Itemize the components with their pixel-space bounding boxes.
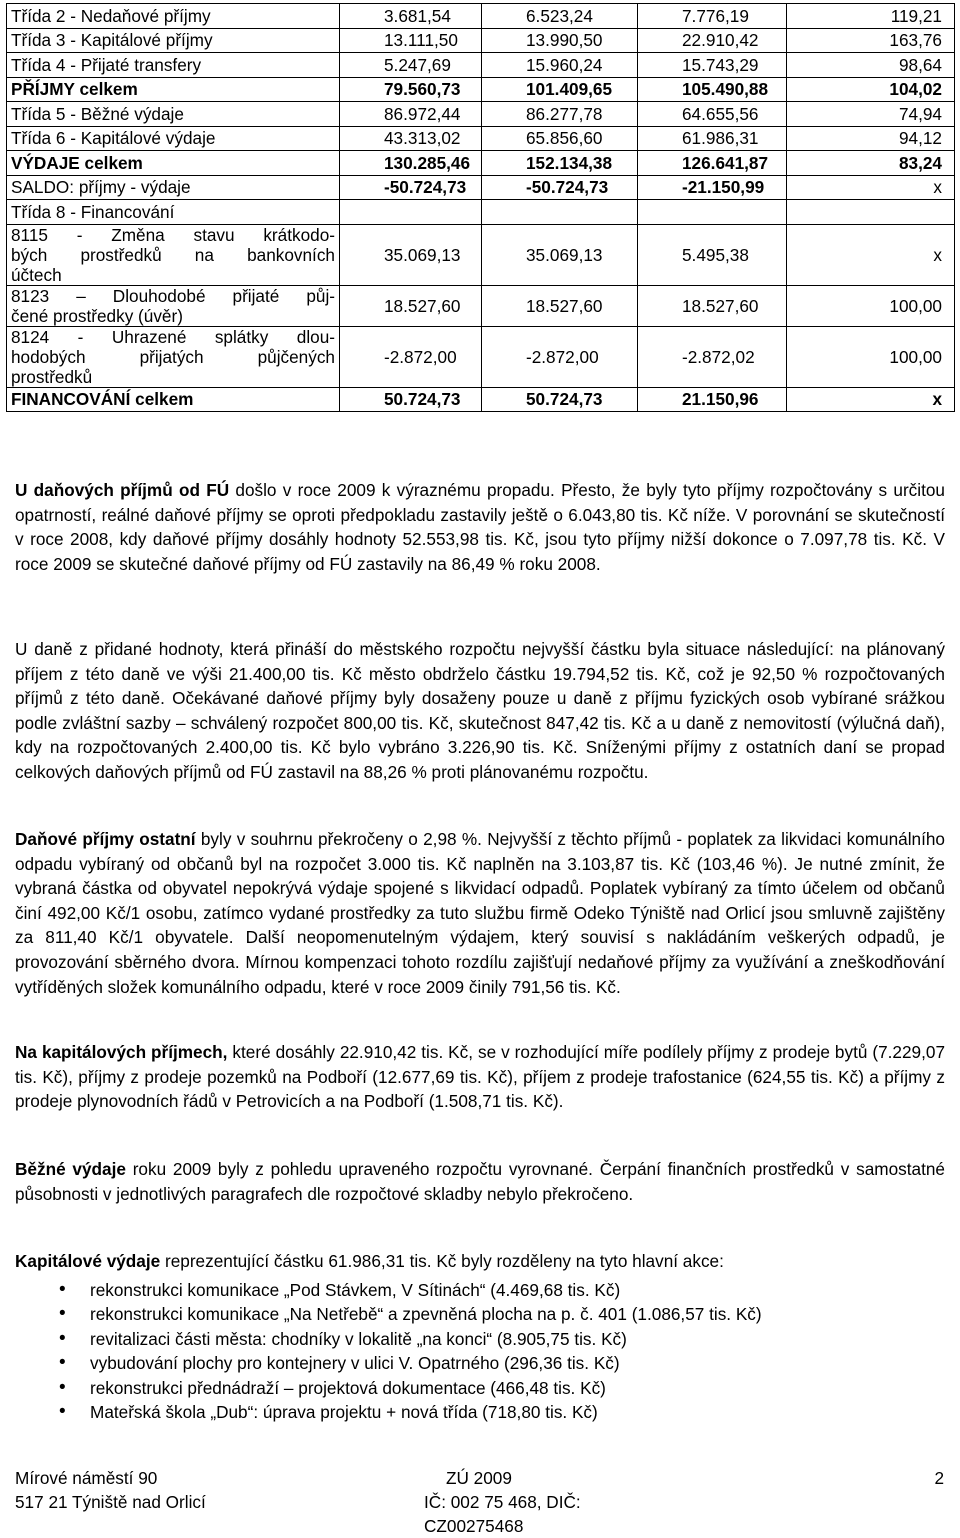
value-approved: -2.872,00 xyxy=(340,326,482,387)
footer-ids: IČ: 002 75 468, DIČ: CZ00275468 xyxy=(424,1492,581,1536)
row-label: Třída 4 - Přijaté transfery xyxy=(7,53,340,78)
value-percent: 119,21 xyxy=(787,4,955,29)
row-label-line: účtech xyxy=(11,264,62,285)
row-label: Třída 2 - Nedaňové příjmy xyxy=(7,4,340,29)
value-approved: -50.724,73 xyxy=(340,175,482,200)
paragraph-lead: Na kapitálových příjmech, xyxy=(15,1042,228,1062)
value-adjusted: 50.724,73 xyxy=(482,387,638,412)
value-percent: x xyxy=(787,224,955,285)
row-label xyxy=(7,326,340,387)
value-actual: 64.655,56 xyxy=(638,102,787,127)
row-label-line: bých prostředků na bankovních xyxy=(11,244,335,265)
value-actual: -2.872,02 xyxy=(638,326,787,387)
paragraph-capital-revenue xyxy=(15,1040,945,1114)
value-approved: 130.285,46 xyxy=(340,151,482,176)
row-label xyxy=(7,224,340,285)
footer-doc-title: ZÚ 2009 xyxy=(446,1468,512,1488)
value-percent: 104,02 xyxy=(787,77,955,102)
row-label-line: 8124 - Uhrazené splátky dlou- xyxy=(11,326,335,347)
row-label-line: hodobých přijatých půjčených xyxy=(11,346,335,367)
table-row xyxy=(7,200,955,225)
value-percent: x xyxy=(787,387,955,412)
value-adjusted xyxy=(482,200,638,225)
list-item: • revitalizaci části města: chodníky v lokalitě „na konci“ (8.905,75 tis. Kč) xyxy=(15,1327,945,1351)
paragraph-text: byly v souhrnu překročeny o 2,98 %. Nejvyšší z těchto příjmů - poplatek za likvidaci komunálního odpadu vybíraný od občanů byl na rozpočet 3.000 tis. Kč naplněn na 3.103,87 tis. Kč (103,46 %). Je nutné zmínit, že vybraná částka od obyvatel nepokrývá výdaje spojené s likvidací odpadů. Poplatek vybíraný za tímto účelem od občanů činí 492,00 Kč/1 osobu, zatímco vydané prostředky za tuto službu firmě Odeko Týniště nad Orlicí jsou smluvně zajištěny za 811,40 Kč/1 obyvatele. Další neopomenutelným výdajem, který souvisí s nakládáním veškerých odpadů, je provozování sběrného dvora. Mírnou kompenzaci tohoto rozdílu zajišťují nedaňové příjmy za využívání a zneškodňování vytříděných složek komunálního odpadu, které v roce 2009 činily 791,56 tis. Kč. xyxy=(15,829,945,997)
value-actual xyxy=(638,200,787,225)
value-approved: 5.247,69 xyxy=(340,53,482,78)
row-label xyxy=(7,285,340,326)
value-approved: 50.724,73 xyxy=(340,387,482,412)
value-adjusted: 35.069,13 xyxy=(482,224,638,285)
value-actual: 21.150,96 xyxy=(638,387,787,412)
value-adjusted: -50.724,73 xyxy=(482,175,638,200)
paragraph-vat xyxy=(15,637,945,785)
value-percent: 83,24 xyxy=(787,151,955,176)
paragraph-tax-revenue xyxy=(15,478,945,576)
value-approved: 18.527,60 xyxy=(340,285,482,326)
row-label: SALDO: příjmy - výdaje xyxy=(7,175,340,200)
table-row xyxy=(7,53,955,78)
value-percent: 98,64 xyxy=(787,53,955,78)
paragraph-text: roku 2009 byly z pohledu upraveného rozpočtu vyrovnané. Čerpání finančních prostředků v samostatné působnosti v jednotlivých paragrafech dle rozpočtové skladby nebylo překročeno. xyxy=(15,1159,945,1204)
table-row xyxy=(7,77,955,102)
paragraph-capital-expenses xyxy=(15,1249,945,1274)
row-label-line: 8123 – Dlouhodobé přijaté půj- xyxy=(11,285,335,306)
value-percent: x xyxy=(787,175,955,200)
paragraph-lead: Daňové příjmy ostatní xyxy=(15,829,196,849)
row-label-line: 8115 - Změna stavu krátkodo- xyxy=(11,224,335,245)
row-label: VÝDAJE celkem xyxy=(7,151,340,176)
row-label-line: čené prostředky (úvěr) xyxy=(11,305,183,326)
value-actual: 61.986,31 xyxy=(638,126,787,151)
table-row xyxy=(7,285,955,326)
value-approved: 13.111,50 xyxy=(340,28,482,53)
value-adjusted: 6.523,24 xyxy=(482,4,638,29)
table-row xyxy=(7,224,955,285)
table-row xyxy=(7,28,955,53)
capital-projects-list xyxy=(15,1278,945,1424)
row-label-line: prostředků xyxy=(11,366,93,387)
table-row xyxy=(7,175,955,200)
value-percent: 94,12 xyxy=(787,126,955,151)
value-actual: 22.910,42 xyxy=(638,28,787,53)
row-label: Třída 5 - Běžné výdaje xyxy=(7,102,340,127)
row-label: Třída 3 - Kapitálové příjmy xyxy=(7,28,340,53)
value-percent: 163,76 xyxy=(787,28,955,53)
value-approved: 35.069,13 xyxy=(340,224,482,285)
paragraph-text: došlo v roce 2009 k výraznému propadu. Přesto, že byly tyto příjmy rozpočtovány s určitou opatrností, reálné daňové příjmy se oproti předpokladu zastavily ještě o 6.043,80 tis. Kč níže. V porovnání se skutečností v roce 2008, kdy daňové příjmy dosáhly hodnoty 52.553,98 tis. Kč, jsou tyto příjmy nižší dokonce o 7.097,78 tis. Kč. V roce 2009 se skutečné daňové příjmy od FÚ zastavily na 86,49 % roku 2008. xyxy=(15,480,945,574)
value-adjusted: 86.277,78 xyxy=(482,102,638,127)
footer-address xyxy=(15,1466,206,1514)
list-item: • Mateřská škola „Dub“: úprava projektu + nová třída (718,80 tis. Kč) xyxy=(15,1400,945,1424)
value-actual: 126.641,87 xyxy=(638,151,787,176)
table-row xyxy=(7,387,955,412)
table-row xyxy=(7,102,955,127)
paragraph-text: U daně z přidané hodnoty, která přináší do městského rozpočtu nejvyšší částku byla situace následující: na plánovaný příjem z této daně ve výši 21.400,00 tis. Kč město obdrželo částku 19.794,52 tis. Kč, což je 92,50 % rozpočtovaných příjmů z této daně. Očekávané daňové příjmy byly dosaženy pouze u daně z příjmu fyzických osob vybírané srážkou podle zvláštní sazby – schválený rozpočet 800,00 tis. Kč, skutečnost 847,42 tis. Kč a u daně z nemovitostí (výlučná daň), kdy na rozpočtovaných 2.400,00 tis. Kč bylo vybráno 3.226,90 tis. Kč. Sníženými příjmy z ostatních daní se propad celkových daňových příjmů od FÚ zastavil na 88,26 % proti plánovanému rozpočtu. xyxy=(15,639,945,782)
paragraph-lead: U daňových příjmů od FÚ xyxy=(15,480,230,500)
paragraph-other-tax xyxy=(15,827,945,999)
value-adjusted: 101.409,65 xyxy=(482,77,638,102)
value-approved: 86.972,44 xyxy=(340,102,482,127)
value-adjusted: -2.872,00 xyxy=(482,326,638,387)
value-approved: 43.313,02 xyxy=(340,126,482,151)
row-label: FINANCOVÁNÍ celkem xyxy=(7,387,340,412)
value-percent xyxy=(787,200,955,225)
table-row xyxy=(7,151,955,176)
row-label: PŘÍJMY celkem xyxy=(7,77,340,102)
paragraph-lead: Kapitálové výdaje xyxy=(15,1251,161,1271)
value-adjusted: 18.527,60 xyxy=(482,285,638,326)
value-adjusted: 13.990,50 xyxy=(482,28,638,53)
value-approved: 79.560,73 xyxy=(340,77,482,102)
paragraph-text: které dosáhly 22.910,42 tis. Kč, se v rozhodující míře podílely příjmy z prodeje bytů (7.229,07 tis. Kč), příjmy z prodeje pozemků na Podboří (12.677,69 tis. Kč), příjem z prodeje trafostanice (624,55 tis. Kč) a příjmy z prodeje plynovodních řádů v Petrovicích a na Podboří (1.508,71 tis. Kč). xyxy=(15,1042,945,1112)
footer-address-line1: Mírové náměstí 90 xyxy=(15,1468,158,1488)
value-percent: 100,00 xyxy=(787,326,955,387)
paragraph-lead: Běžné výdaje xyxy=(15,1159,126,1179)
footer-center xyxy=(424,1466,624,1538)
footer-address-line2: 517 21 Týniště nad Orlicí xyxy=(15,1492,206,1512)
list-item: • rekonstrukci komunikace „Na Netřebě“ a zpevněná plocha na p. č. 401 (1.086,57 tis. Kč) xyxy=(15,1302,945,1326)
value-percent: 100,00 xyxy=(787,285,955,326)
value-percent: 74,94 xyxy=(787,102,955,127)
value-approved xyxy=(340,200,482,225)
value-actual: -21.150,99 xyxy=(638,175,787,200)
value-adjusted: 15.960,24 xyxy=(482,53,638,78)
value-actual: 15.743,29 xyxy=(638,53,787,78)
row-label: Třída 6 - Kapitálové výdaje xyxy=(7,126,340,151)
footer-page-number: 2 xyxy=(934,1468,944,1488)
list-item: • rekonstrukci přednádraží – projektová dokumentace (466,48 tis. Kč) xyxy=(15,1376,945,1400)
list-item: • rekonstrukci komunikace „Pod Stávkem, V Sítinách“ (4.469,68 tis. Kč) xyxy=(15,1278,945,1302)
table-row xyxy=(7,4,955,29)
paragraph-text: reprezentující částku 61.986,31 tis. Kč byly rozděleny na tyto hlavní akce: xyxy=(160,1251,724,1271)
budget-table xyxy=(6,3,955,412)
row-label: Třída 8 - Financování xyxy=(7,200,340,225)
value-actual: 7.776,19 xyxy=(638,4,787,29)
value-actual: 5.495,38 xyxy=(638,224,787,285)
table-row xyxy=(7,126,955,151)
value-adjusted: 152.134,38 xyxy=(482,151,638,176)
paragraph-current-expenses xyxy=(15,1157,945,1206)
value-actual: 18.527,60 xyxy=(638,285,787,326)
value-actual: 105.490,88 xyxy=(638,77,787,102)
value-approved: 3.681,54 xyxy=(340,4,482,29)
table-row xyxy=(7,326,955,387)
value-adjusted: 65.856,60 xyxy=(482,126,638,151)
list-item: • vybudování plochy pro kontejnery v ulici V. Opatrného (296,36 tis. Kč) xyxy=(15,1351,945,1375)
